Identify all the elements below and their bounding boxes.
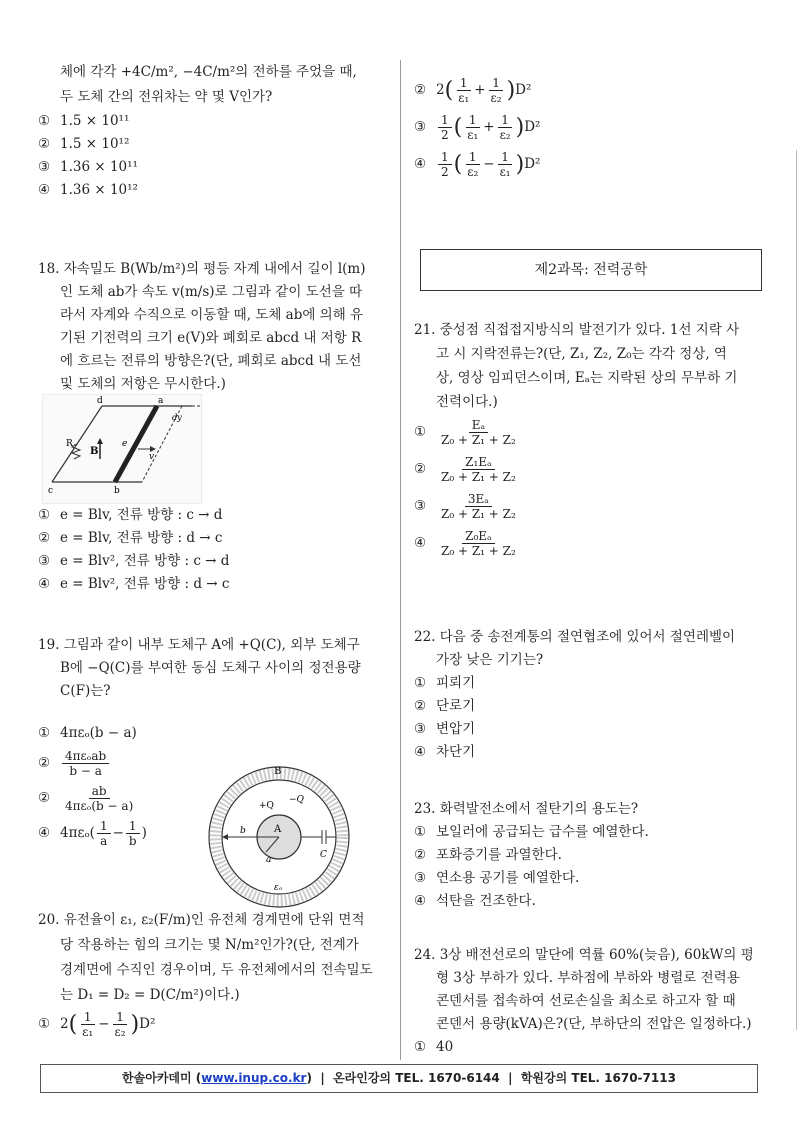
fig19-label-a: a bbox=[266, 855, 272, 865]
q19-option-1[interactable]: ① 4πεₒ(b − a) bbox=[38, 725, 137, 741]
q20-option-4[interactable]: ④ $\frac{1}{2}$ ( $\frac{1}{\text{ε₂}}$ − $\frac{1}{\text{ε₁}}$ )D² bbox=[414, 150, 541, 179]
left-column bbox=[38, 60, 390, 1039]
q21-option-2[interactable]: ② $\frac{\text{Z₁Eₐ}}{\text{Z₀ + Z₁ + Z₂}}$ bbox=[414, 455, 516, 484]
q18-figure bbox=[42, 394, 202, 504]
fig18-label-a: a bbox=[158, 396, 164, 406]
question-19 bbox=[38, 634, 390, 893]
q20-option-1[interactable]: ① 2( $\frac{1}{\text{ε₁}}$ − $\frac{1}{\text{ε₂}}$ )D² bbox=[38, 1010, 156, 1039]
q24-stem: 24. 3상 배전선로의 말단에 역률 60%(늦음), 60kW의 평 형 3상 부하가 있다. 부하점에 부하와 병렬로 전력용 콘덴서를 접속하여 선로손실을 최소로 하고자 할 때 콘덴서 용량(kVA)은?(단, 부하단의 전압은 일정하다.) bbox=[414, 947, 754, 1032]
fig19-label-plusQ: +Q bbox=[259, 801, 274, 811]
fig18-label-c: c bbox=[48, 486, 54, 496]
q17-option-1[interactable]: ① 1.5 × 10¹¹ bbox=[38, 113, 130, 129]
q19-figure bbox=[204, 762, 354, 912]
right-column bbox=[414, 76, 764, 179]
fig19-label-B: B bbox=[274, 766, 282, 777]
q18-option-4[interactable]: ④ e = Blv², 전류 방향 : d → c bbox=[38, 576, 230, 592]
q23-stem: 23. 화력발전소에서 절탄기의 용도는? bbox=[414, 801, 639, 817]
fig18-label-R: R bbox=[66, 439, 73, 449]
question-21 bbox=[414, 318, 766, 558]
q19-option-4[interactable]: ④ 4πεₒ( $\frac{1}{a}$ − $\frac{1}{b}$ ) bbox=[38, 819, 147, 848]
fig18-label-B: B bbox=[90, 446, 99, 457]
fig19-label-C: C bbox=[320, 850, 327, 860]
q24-option-1[interactable]: ① 40 bbox=[414, 1039, 454, 1055]
q18-option-1[interactable]: ① e = Blv, 전류 방향 : c → d bbox=[38, 507, 223, 523]
q21-option-1[interactable]: ① $\frac{\text{Eₐ}}{\text{Z₀ + Z₁ + Z₂}}$ bbox=[414, 418, 516, 447]
fig18-label-v: v bbox=[149, 452, 155, 462]
question-24 bbox=[414, 944, 766, 1059]
footer-name: 한솔아카데미 ( bbox=[122, 1071, 202, 1085]
q19-option-2[interactable]: ② $\frac{\text{4πεₒab}}{b - a}$ bbox=[38, 749, 208, 778]
q17-option-2[interactable]: ② 1.5 × 10¹² bbox=[38, 136, 130, 152]
q22-stem: 22. 다음 중 송전계통의 절연협조에 있어서 절연레벨이 가장 낮은 기기는? bbox=[414, 629, 736, 668]
q19-options bbox=[38, 722, 208, 848]
q20-option-3[interactable]: ③ $\frac{1}{2}$ ( $\frac{1}{\text{ε₁}}$ + $\frac{1}{\text{ε₂}}$ )D² bbox=[414, 113, 541, 142]
q17-option-3[interactable]: ③ 1.36 × 10¹¹ bbox=[38, 159, 138, 175]
fig18-label-e: e bbox=[122, 439, 128, 449]
page-edge-line bbox=[796, 150, 797, 1030]
fig19-label-b: b bbox=[240, 826, 246, 836]
q17-options bbox=[38, 110, 390, 202]
q18-option-2[interactable]: ② e = Blv, 전류 방향 : d → c bbox=[38, 530, 223, 546]
question-17 bbox=[38, 60, 390, 110]
question-20 bbox=[38, 908, 390, 1039]
q23-option-1[interactable]: ① 보일러에 공급되는 급수를 예열한다. bbox=[414, 824, 649, 840]
q17-stem-line: 체에 각각 +4C/m², −4C/m²의 전하를 주었을 때, bbox=[60, 64, 357, 80]
q22-option-2[interactable]: ② 단로기 bbox=[414, 698, 476, 714]
q23-option-2[interactable]: ② 포화증기를 과열한다. bbox=[414, 847, 562, 863]
q18-stem: 18. 자속밀도 B(Wb/m²)의 평등 자계 내에서 길이 l(m) 인 도체 ab가 속도 v(m/s)로 그림과 같이 도선을 따 라서 자계와 수직으로 이동할 때, 도체 ab에 의해 유 기된 기전력의 크기 e(V)와 폐회로 abcd 내 저항 R 에 흐르는 전류의 방향은?(단, 폐회로 abcd 내 도선 및 도체의 저항은 무시한다.) bbox=[38, 261, 366, 392]
fig19-label-minusQ: −Q bbox=[289, 795, 304, 805]
q22-option-1[interactable]: ① 피뢰기 bbox=[414, 675, 476, 691]
q23-option-4[interactable]: ④ 석탄을 건조한다. bbox=[414, 893, 536, 909]
q17-option-4[interactable]: ④ 1.36 × 10¹² bbox=[38, 182, 138, 198]
section-header: 제2과목: 전력공학 bbox=[420, 249, 762, 291]
footer-bar bbox=[40, 1064, 758, 1093]
q19-option-3[interactable]: ② $\frac{ab}{\text{4πεₒ(b − a)}}$ bbox=[38, 784, 134, 813]
question-22 bbox=[414, 626, 766, 764]
q20-option-2[interactable]: ② 2( $\frac{1}{\text{ε₁}}$ + $\frac{1}{\text{ε₂}}$ )D² bbox=[414, 76, 532, 105]
q21-option-4[interactable]: ④ $\frac{\text{Z₀Eₐ}}{\text{Z₀ + Z₁ + Z₂}}$ bbox=[414, 529, 516, 558]
question-18 bbox=[38, 258, 390, 592]
footer-website-link[interactable]: www.inup.co.kr bbox=[201, 1071, 307, 1085]
q17-stem-line: 두 도체 간의 전위차는 약 몇 V인가? bbox=[60, 89, 273, 105]
q18-options bbox=[38, 504, 390, 596]
q21-option-3[interactable]: ③ $\frac{\text{3Eₐ}}{\text{Z₀ + Z₁ + Z₂}}$ bbox=[414, 492, 516, 521]
q20-stem: 20. 유전율이 ε₁, ε₂(F/m)인 유전체 경계면에 단위 면적 당 작용하는 힘의 크기는 몇 N/m²인가?(단, 전계가 경계면에 수직인 경우이며, 두 유전체에서의 전속밀도 는 D₁ = D₂ = D(C/m²)이다.) bbox=[38, 912, 373, 1003]
footer-contact: ) | 온라인강의 TEL. 1670-6144 | 학원강의 TEL. 1670-7113 bbox=[306, 1071, 676, 1085]
q22-option-4[interactable]: ④ 차단기 bbox=[414, 744, 476, 760]
fig19-label-eps: εₒ bbox=[274, 883, 283, 893]
q18-option-3[interactable]: ③ e = Blv², 전류 방향 : c → d bbox=[38, 553, 230, 569]
q19-stem: 19. 그림과 같이 내부 도체구 A에 +Q(C), 외부 도체구 B에 −Q(C)를 부여한 동심 도체구 사이의 정전용량 C(F)는? bbox=[38, 637, 361, 699]
q21-stem: 21. 중성점 직접접지방식의 발전기가 있다. 1선 지락 사 고 시 지락전류는?(단, Z₁, Z₂, Z₀는 각각 정상, 역 상, 영상 임피던스이며, Eₐ는 지락된 상의 무부하 기 전력이다.) bbox=[414, 322, 740, 410]
q23-option-3[interactable]: ③ 연소용 공기를 예열한다. bbox=[414, 870, 580, 886]
fig18-label-dy: dy bbox=[172, 413, 182, 422]
fig18-label-d: d bbox=[97, 396, 103, 406]
q22-option-3[interactable]: ③ 변압기 bbox=[414, 721, 476, 737]
fig19-label-A: A bbox=[274, 824, 282, 835]
question-23 bbox=[414, 798, 766, 913]
fig18-label-b: b bbox=[114, 486, 120, 496]
column-divider bbox=[400, 60, 401, 1060]
